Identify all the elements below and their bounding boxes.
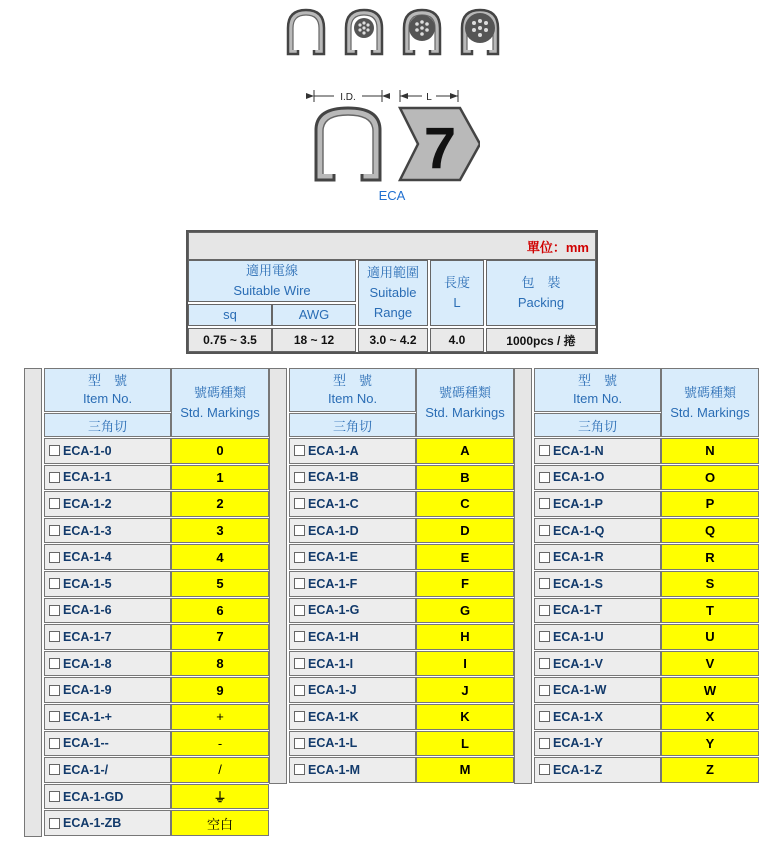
marking-value: 8 [216,656,224,672]
item-number: ECA-1-J [308,683,357,698]
item-number: ECA-1-T [553,603,603,618]
item-number: ECA-1-2 [63,496,112,511]
item-checkbox[interactable] [539,578,550,589]
markings-header-zh: 號碼種類 [683,384,736,400]
item-no-label: Item No. [82,391,133,406]
item-number: ECA-1-9 [63,683,112,698]
item-row[interactable] [289,491,416,517]
cable-marker-icons [270,4,510,64]
marking-value: W [703,682,717,698]
marking-value: D [460,523,470,539]
item-row[interactable] [289,704,416,730]
item-number: ECA-1-GD [63,789,124,804]
item-no-header [289,368,416,412]
packing-zh: 包 裝 [521,275,561,290]
marking-value: 0 [216,443,224,459]
marking-value: C [460,496,470,512]
diagram-caption: ECA [378,188,406,203]
range-header [358,260,428,326]
item-number: ECA-1-Z [553,762,603,777]
marking-cell [661,491,759,517]
item-row[interactable] [534,757,661,783]
marking-cell [171,438,269,464]
marking-value: Z [706,762,714,778]
item-checkbox[interactable] [49,738,60,749]
marking-value: F [461,576,469,592]
marking-value: 3 [216,523,224,539]
triangle-cut-label: 三角切 [332,418,372,434]
item-number: ECA-1-3 [63,523,112,538]
marking-cell [416,731,514,757]
markings-header-zh: 號碼種類 [193,384,246,400]
item-row[interactable] [289,624,416,650]
item-number: ECA-1-7 [63,629,112,644]
marking-value: 2 [216,496,224,512]
marking-cell [171,810,269,836]
range-value: 3.0 ~ 4.2 [358,328,428,352]
item-checkbox[interactable] [539,764,550,775]
marking-value: J [461,682,469,698]
marking-value: S [705,576,715,592]
marking-cell [416,518,514,544]
item-row[interactable] [44,784,171,810]
item-no-label: Item No. [572,391,623,406]
item-checkbox[interactable] [294,685,305,696]
marking-cell [416,651,514,677]
item-number: ECA-1-I [308,656,354,671]
marking-cell [661,518,759,544]
marking-value: Q [704,523,716,539]
item-row[interactable] [289,598,416,624]
item-number: ECA-1-- [63,736,109,751]
suitable-wire-header [188,260,356,302]
item-checkbox[interactable] [539,711,550,722]
marking-cell [661,757,759,783]
item-number: ECA-1-5 [63,576,112,591]
marking-value: N [705,443,715,459]
item-checkbox[interactable] [294,578,305,589]
item-checkbox[interactable] [49,552,60,563]
triangle-cut-header [534,413,661,437]
marking-value: H [460,629,470,645]
item-row[interactable] [44,438,171,464]
marking-value: A [460,443,470,459]
model-header-zh: 型 號 [87,373,127,388]
marker-profile-icon [400,108,480,181]
marking-cell [171,465,269,491]
item-row[interactable] [44,624,171,650]
packing-value: 1000pcs / 捲 [486,328,596,352]
marking-cell [171,571,269,597]
marking-cell [171,544,269,570]
item-number: ECA-1-V [553,656,604,671]
item-row[interactable] [534,518,661,544]
marking-value: E [460,549,470,565]
marking-cell [171,704,269,730]
item-row[interactable] [534,598,661,624]
item-checkbox[interactable] [49,685,60,696]
length-header [430,260,484,326]
marking-value: 4 [216,549,224,565]
marking-value: U [705,629,715,645]
svg-text:I.D.: I.D. [340,92,356,103]
item-row[interactable] [289,518,416,544]
std-markings-header [416,368,514,437]
marking-value: V [705,656,715,672]
marking-cell [661,465,759,491]
marking-cell [171,598,269,624]
marking-value: 1 [216,469,224,485]
item-checkbox[interactable] [539,738,550,749]
markings-header-en: Std. Markings [180,404,260,420]
marking-cell [661,704,759,730]
item-number: ECA-1-U [553,629,604,644]
range-en1: Suitable [369,285,417,300]
item-row[interactable] [534,704,661,730]
unit-label: 單位：mm [188,232,596,260]
item-row[interactable] [534,731,661,757]
marking-value: I [463,656,467,672]
marking-cell [661,544,759,570]
item-number: ECA-1-N [553,443,604,458]
sq-value: 0.75 ~ 3.5 [188,328,272,352]
marking-cell [416,544,514,570]
std-markings-header [171,368,269,437]
item-checkbox[interactable] [539,472,550,483]
item-number: ECA-1-E [308,550,359,565]
marking-cell [171,677,269,703]
length-zh: 長度 [443,275,470,290]
item-no-label: Item No. [327,391,378,406]
markings-header-en: Std. Markings [425,404,505,420]
item-row[interactable] [44,465,171,491]
marking-cell [171,731,269,757]
empty-clip-icon [288,10,324,54]
item-number: ECA-1-P [553,496,604,511]
item-checkbox[interactable] [49,631,60,642]
column-side-strip [514,368,532,784]
item-checkbox[interactable] [49,764,60,775]
item-checkbox[interactable] [294,738,305,749]
item-checkbox[interactable] [294,711,305,722]
marking-cell [416,491,514,517]
item-row[interactable] [44,598,171,624]
column-side-strip [269,368,287,784]
item-number: ECA-1-0 [63,443,112,458]
item-checkbox[interactable] [539,658,550,669]
marking-cell [416,438,514,464]
item-checkbox[interactable] [539,552,550,563]
marking-cell [661,571,759,597]
item-row[interactable] [534,438,661,464]
marking-value: T [706,602,714,618]
marking-cell [171,491,269,517]
marking-value: 6 [216,602,224,618]
marking-value: K [460,709,470,725]
marking-cell [416,704,514,730]
item-checkbox[interactable] [539,605,550,616]
marking-cell [416,571,514,597]
item-row[interactable] [289,651,416,677]
marking-value: 7 [216,629,224,645]
markings-header-en: Std. Markings [670,404,750,420]
item-grid [24,368,762,838]
item-checkbox[interactable] [294,445,305,456]
clip-small-wire-icon [346,10,382,54]
sq-header: sq [188,304,272,326]
marking-cell [171,518,269,544]
packing-en: Packing [517,295,565,310]
marking-value: - [217,735,223,751]
item-row[interactable] [44,731,171,757]
item-number: ECA-1-/ [63,762,109,777]
item-row[interactable] [289,544,416,570]
marking-cell [661,677,759,703]
marking-cell [416,677,514,703]
markings-header-zh: 號碼種類 [438,384,491,400]
item-row[interactable] [44,544,171,570]
l-dimension-arrow [400,90,458,103]
clip-large-wire-icon [462,10,498,54]
item-checkbox[interactable] [294,498,305,509]
marking-cell [661,598,759,624]
item-row[interactable] [44,651,171,677]
item-number: ECA-1-1 [63,470,112,485]
item-row[interactable] [534,677,661,703]
marking-value: M [459,762,471,778]
item-checkbox[interactable] [294,472,305,483]
item-number: ECA-1-4 [63,550,112,565]
item-checkbox[interactable] [49,658,60,669]
item-checkbox[interactable] [49,818,60,829]
marking-value: X [705,709,715,725]
marking-value: + [216,709,224,725]
marking-value: L [461,735,469,751]
item-row[interactable] [44,571,171,597]
item-checkbox[interactable] [539,498,550,509]
marking-cell [171,757,269,783]
item-checkbox[interactable] [294,658,305,669]
item-checkbox[interactable] [294,552,305,563]
item-checkbox[interactable] [539,685,550,696]
triangle-cut-label: 三角切 [87,418,127,434]
marking-cell [661,624,759,650]
item-number: ECA-1-8 [63,656,112,671]
item-row[interactable] [534,624,661,650]
marking-cell [171,651,269,677]
item-checkbox[interactable] [539,445,550,456]
item-checkbox[interactable] [294,631,305,642]
marking-value: 空白 [206,816,233,832]
item-number: ECA-1-+ [63,709,112,724]
item-row[interactable] [44,677,171,703]
clip-side-view-icon [316,108,380,180]
item-checkbox[interactable] [49,525,60,536]
marking-cell [416,598,514,624]
marking-value: P [705,496,715,512]
item-checkbox[interactable] [49,605,60,616]
item-row[interactable] [44,491,171,517]
item-number: ECA-1-R [553,550,604,565]
item-number: ECA-1-L [308,736,358,751]
marking-value: 9 [216,682,224,698]
suitable-wire-zh: 適用電線 [245,263,298,278]
item-row[interactable] [534,465,661,491]
item-number: ECA-1-ZB [63,816,122,831]
column-side-strip [24,368,42,837]
item-number: ECA-1-D [308,523,359,538]
item-row[interactable] [289,438,416,464]
item-number: ECA-1-O [553,470,605,485]
item-row[interactable] [534,491,661,517]
marking-cell [416,465,514,491]
marking-cell [661,438,759,464]
suitable-wire-en: Suitable Wire [233,283,311,298]
item-number: ECA-1-W [553,683,607,698]
item-row[interactable] [534,571,661,597]
range-zh: 適用範圍 [366,265,419,280]
marking-cell [416,624,514,650]
marking-value: B [460,469,470,485]
item-checkbox[interactable] [49,578,60,589]
item-number: ECA-1-G [308,603,360,618]
marking-value: R [705,549,715,565]
item-number: ECA-1-A [308,443,359,458]
item-number: ECA-1-F [308,576,358,591]
marking-value: ⏚ [213,790,227,806]
marking-cell [661,731,759,757]
item-row[interactable] [289,731,416,757]
item-checkbox[interactable] [294,764,305,775]
marking-value: O [704,469,716,485]
awg-header: AWG [272,304,356,326]
item-row[interactable] [289,677,416,703]
awg-value: 18 ~ 12 [272,328,356,352]
marking-value: / [218,762,222,778]
item-row[interactable] [44,704,171,730]
model-header-zh: 型 號 [332,373,372,388]
marking-value: Y [705,735,715,751]
id-dimension-arrow [306,90,390,103]
marking-cell [661,651,759,677]
item-checkbox[interactable] [49,472,60,483]
item-checkbox[interactable] [539,631,550,642]
item-checkbox[interactable] [49,445,60,456]
std-markings-header [661,368,759,437]
item-number: ECA-1-H [308,629,359,644]
range-en2: Range [373,305,413,320]
triangle-cut-header [44,413,171,437]
marking-cell [171,624,269,650]
triangle-cut-label: 三角切 [577,418,617,434]
item-number: ECA-1-6 [63,603,112,618]
svg-text:L: L [426,92,432,103]
triangle-cut-header [289,413,416,437]
marking-value: G [459,602,471,618]
item-checkbox[interactable] [49,498,60,509]
item-row[interactable] [534,544,661,570]
item-row[interactable] [289,465,416,491]
item-row[interactable] [289,757,416,783]
item-row[interactable] [44,757,171,783]
item-number: ECA-1-K [308,709,359,724]
item-row[interactable] [44,518,171,544]
item-checkbox[interactable] [294,605,305,616]
clip-medium-wire-icon [404,10,440,54]
length-value: 4.0 [430,328,484,352]
item-number: ECA-1-M [308,762,361,777]
item-no-header [44,368,171,412]
marking-value: 5 [216,576,224,592]
item-number: ECA-1-B [308,470,359,485]
marking-cell [171,784,269,810]
item-checkbox[interactable] [294,525,305,536]
packing-header [486,260,596,326]
item-number: ECA-1-X [553,709,604,724]
item-row[interactable] [289,571,416,597]
item-row[interactable] [44,810,171,836]
item-number: ECA-1-Y [553,736,604,751]
item-checkbox[interactable] [49,791,60,802]
item-row[interactable] [534,651,661,677]
marking-cell [416,757,514,783]
eca-dimension-diagram [300,86,480,196]
length-en: L [453,295,461,310]
item-no-header [534,368,661,412]
item-number: ECA-1-C [308,496,359,511]
spec-table [186,230,598,354]
item-number: ECA-1-Q [553,523,605,538]
item-checkbox[interactable] [539,525,550,536]
svg-text:7: 7 [423,116,457,181]
item-number: ECA-1-S [553,576,604,591]
item-checkbox[interactable] [49,711,60,722]
model-header-zh: 型 號 [577,373,617,388]
